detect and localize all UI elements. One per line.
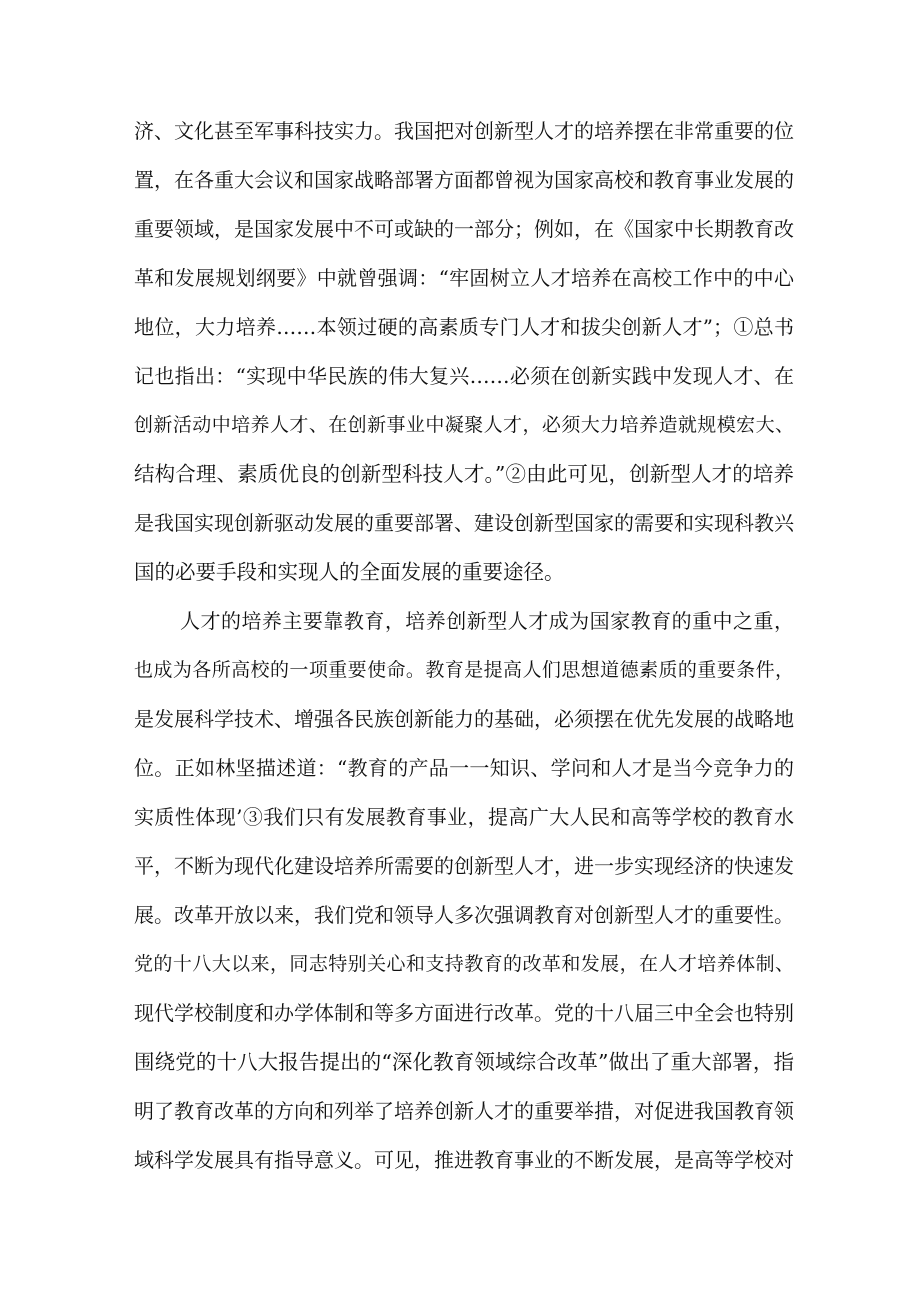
text-line: 人才的培养主要靠教育，培养创新型人才成为国家教育的重中之重， <box>180 609 794 633</box>
text-line: 结构合理、素质优良的创新型科技人才。”②由此可见，创新型人才的培养 <box>134 462 794 486</box>
text-line: 是我国实现创新驱动发展的重要部署、建设创新型国家的需要和实现科教兴 <box>134 511 794 535</box>
text-line: 平，不断为现代化建设培养所需要的创新型人才，进一步实现经济的快速发 <box>134 854 794 878</box>
text-line: 创新活动中培养人才、在创新事业中凝聚人才，必须大力培养造就规模宏大、 <box>134 414 794 436</box>
text-line: 重要领域，是国家发展中不可或缺的一部分；例如，在《国家中长期教育改 <box>134 217 794 241</box>
text-line: 位。正如林坚描述道：“教育的产品一一知识、学问和人才是当今竞争力的 <box>134 756 794 780</box>
text-line: 实质性体现’③我们只有发展教育事业，提高广大人民和高等学校的教育水 <box>134 805 794 829</box>
text-line: 展。改革开放以来，我们党和领导人多次强调教育对创新型人才的重要性。 <box>134 903 794 927</box>
text-line: 置，在各重大会议和国家战略部署方面都曾视为国家高校和教育事业发展的 <box>134 168 794 192</box>
text-line: 记也指出：“实现中华民族的伟大复兴……必须在创新实践中发现人才、在 <box>134 364 794 388</box>
text-line: 现代学校制度和办学体制和等多方面进行改革。党的十八届三中全会也特别 <box>134 1001 794 1025</box>
text-line: 也成为各所高校的一项重要使命。教育是提高人们思想道德素质的重要条件， <box>134 659 794 681</box>
text-line: 革和发展规划纲要》中就曾强调：“牢固树立人才培养在高校工作中的中心 <box>134 266 794 290</box>
text-line: 域科学发展具有指导意义。可见，推进教育事业的不断发展，是高等学校对 <box>134 1148 794 1172</box>
text-line: 国的必要手段和实现人的全面发展的重要途径。 <box>134 560 565 584</box>
text-line: 明了教育改革的方向和列举了培养创新人才的重要举措，对促进我国教育领 <box>134 1099 794 1123</box>
text-line: 党的十八大以来，同志特别关心和支持教育的改革和发展，在人才培养体制、 <box>134 953 794 975</box>
text-line: 济、文化甚至军事科技实力。我国把对创新型人才的培养摆在非常重要的位 <box>134 119 794 143</box>
text-line: 地位，大力培养……本领过硬的高素质专门人才和拔尖创新人才”；①总书 <box>134 315 794 339</box>
text-line: 围绕党的十八大报告提出的“深化教育领域综合改革”做出了重大部署，指 <box>134 1050 794 1074</box>
text-line: 是发展科学技术、增强各民族创新能力的基础，必须摆在优先发展的战略地 <box>134 707 794 731</box>
